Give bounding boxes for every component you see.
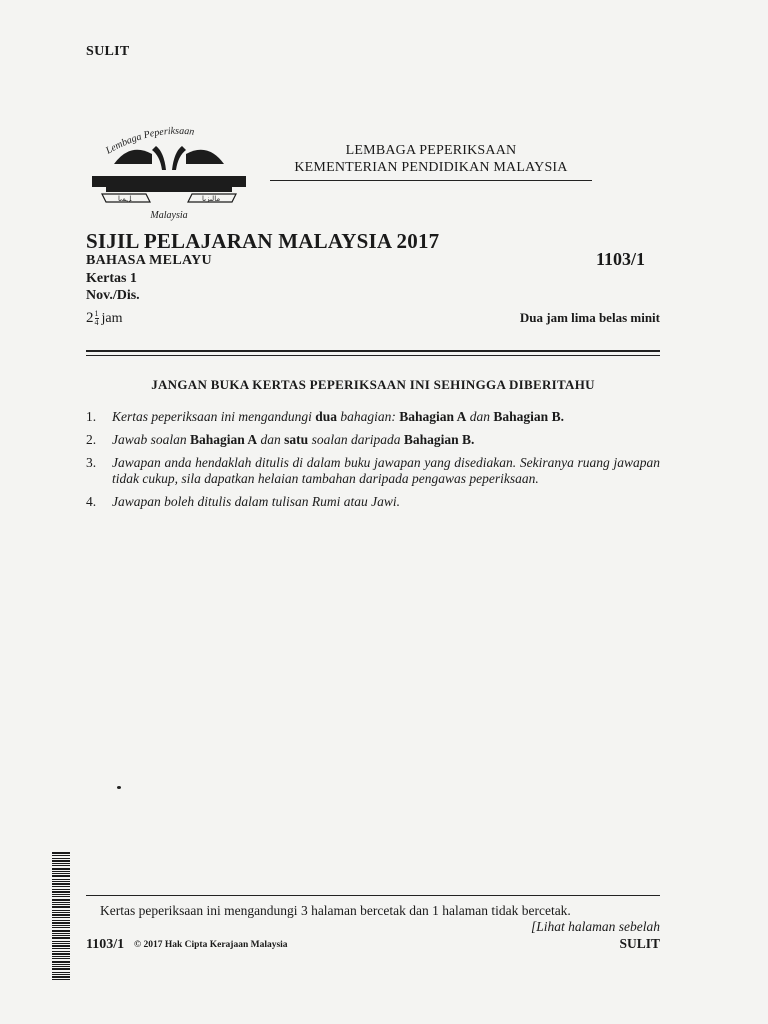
barcode-bar <box>52 914 70 916</box>
exam-title: SIJIL PELAJARAN MALAYSIA 2017 <box>86 229 440 253</box>
barcode-bar <box>52 948 70 949</box>
duration-in-words: Dua jam lima belas minit <box>519 310 660 325</box>
barcode-bar <box>52 976 70 978</box>
duration-denominator: 4 <box>94 318 99 328</box>
barcode-bar <box>52 904 70 905</box>
barcode-bar <box>52 881 70 882</box>
duration-unit: jam <box>101 311 123 326</box>
barcode-bar <box>52 956 70 957</box>
turn-over-note: [Lihat halaman sebelah <box>530 919 660 934</box>
footer-paper-code: 1103/1 <box>86 937 125 952</box>
barcode-bar <box>52 966 70 967</box>
organization-underline <box>270 180 592 181</box>
exam-session: Nov./Dis. <box>86 288 140 303</box>
instruction-number: 4. <box>86 494 97 509</box>
barcode-bar <box>52 945 70 947</box>
duration-numerator: 1 <box>94 309 99 319</box>
barcode-bar <box>52 852 70 854</box>
organization-name: LEMBAGA PEPERIKSAAN <box>345 143 517 158</box>
barcode-bar <box>52 961 70 963</box>
barcode-bar <box>52 879 70 880</box>
instruction-number: 2. <box>86 432 97 447</box>
barcode-bar <box>52 873 70 874</box>
barcode-bar <box>52 964 70 965</box>
instruction-item: 2. Jawab soalan Bahagian A dan satu soalan daripada Bahagian B. <box>86 432 475 447</box>
barcode-bar <box>52 979 70 980</box>
svg-text:ﻣﺎﻟﻴﺰﻳﺎ: ﻣﺎﻟﻴﺰﻳﺎ <box>202 195 221 203</box>
barcode-bar <box>52 937 70 939</box>
svg-text:Malaysia: Malaysia <box>150 210 188 221</box>
barcode-bar <box>52 889 70 890</box>
barcode-bar <box>52 865 70 866</box>
copyright-notice: © 2017 Hak Cipta Kerajaan Malaysia <box>134 940 288 950</box>
barcode-bar <box>52 917 70 918</box>
barcode-bar <box>52 920 70 921</box>
paper-code: 1103/1 <box>596 249 646 269</box>
barcode-bar <box>52 883 70 885</box>
classification-label-top: SULIT <box>86 44 130 59</box>
examination-board-logo <box>86 124 252 222</box>
footer-divider <box>86 895 660 896</box>
barcode-bar <box>52 860 70 862</box>
barcode-bar <box>52 896 70 897</box>
barcode-bar <box>52 912 70 913</box>
instruction-number: 3. <box>86 455 97 470</box>
barcode-bar <box>52 894 70 895</box>
barcode-bar <box>52 925 70 926</box>
instruction-text: Jawapan boleh ditulis dalam tulisan Rumi atau Jawi. <box>112 494 400 509</box>
instruction-item: 1. Kertas peperiksaan ini mengandungi dua bahagian: Bahagian A dan Bahagian B. <box>86 409 564 424</box>
subject-name: BAHASA MELAYU <box>86 253 212 268</box>
barcode-bar <box>52 943 70 944</box>
duration-fraction <box>86 310 123 327</box>
barcode-bar <box>52 927 70 928</box>
barcode-bar <box>52 906 70 908</box>
instruction-text: Jawapan anda hendaklah ditulis di dalam buku jawapan yang disediakan. Sekiranya ruang jawapan tidak cukup, sila dapatkan helaian tambahan daripada pengawas peperiksaan. <box>112 455 660 486</box>
instruction-number: 1. <box>86 409 97 424</box>
barcode-bar <box>52 972 70 973</box>
classification-label-bottom: SULIT <box>619 936 660 951</box>
svg-text:ﻞﻤﺑﺎ: ﻞﻤﺑﺎ <box>118 195 132 203</box>
barcode-bar <box>52 886 70 887</box>
barcode <box>52 852 70 980</box>
barcode-bar <box>52 891 70 893</box>
svg-text:Lembaga Peperiksaan: Lembaga Peperiksaan <box>104 125 195 157</box>
organization-block <box>270 142 592 176</box>
instruction-item <box>86 455 660 487</box>
barcode-bar <box>52 855 70 856</box>
warning-notice: JANGAN BUKA KERTAS PEPERIKSAAN INI SEHINGGA DIBERITAHU <box>151 377 595 392</box>
barcode-bar <box>52 922 70 924</box>
barcode-bar <box>52 941 70 942</box>
paper-number: Kertas 1 <box>86 271 137 286</box>
barcode-bar <box>52 871 70 872</box>
header-divider-thin <box>86 355 660 356</box>
barcode-bar <box>52 902 70 903</box>
scan-speck <box>117 786 121 789</box>
instruction-item <box>86 494 660 510</box>
barcode-bar <box>52 951 70 952</box>
duration-fraction-part <box>95 310 99 327</box>
barcode-bar <box>52 875 70 877</box>
duration-whole: 2 <box>86 310 94 326</box>
barcode-bar <box>52 933 70 934</box>
barcode-bar <box>52 899 70 901</box>
barcode-bar <box>52 953 70 955</box>
barcode-bar <box>52 974 70 975</box>
barcode-bar <box>52 868 70 870</box>
barcode-bar <box>52 935 70 936</box>
barcode-bar <box>52 968 70 970</box>
barcode-bar <box>52 863 70 864</box>
barcode-bar <box>52 910 70 911</box>
barcode-bar <box>52 858 70 859</box>
instructions-list <box>86 409 660 517</box>
barcode-bar <box>52 958 70 959</box>
page-count-note: Kertas peperiksaan ini mengandungi 3 halaman bercetak dan 1 halaman tidak bercetak. <box>100 903 571 918</box>
ministry-name: KEMENTERIAN PENDIDIKAN MALAYSIA <box>294 160 568 175</box>
barcode-bar <box>52 930 70 932</box>
header-divider-thick <box>86 350 660 352</box>
